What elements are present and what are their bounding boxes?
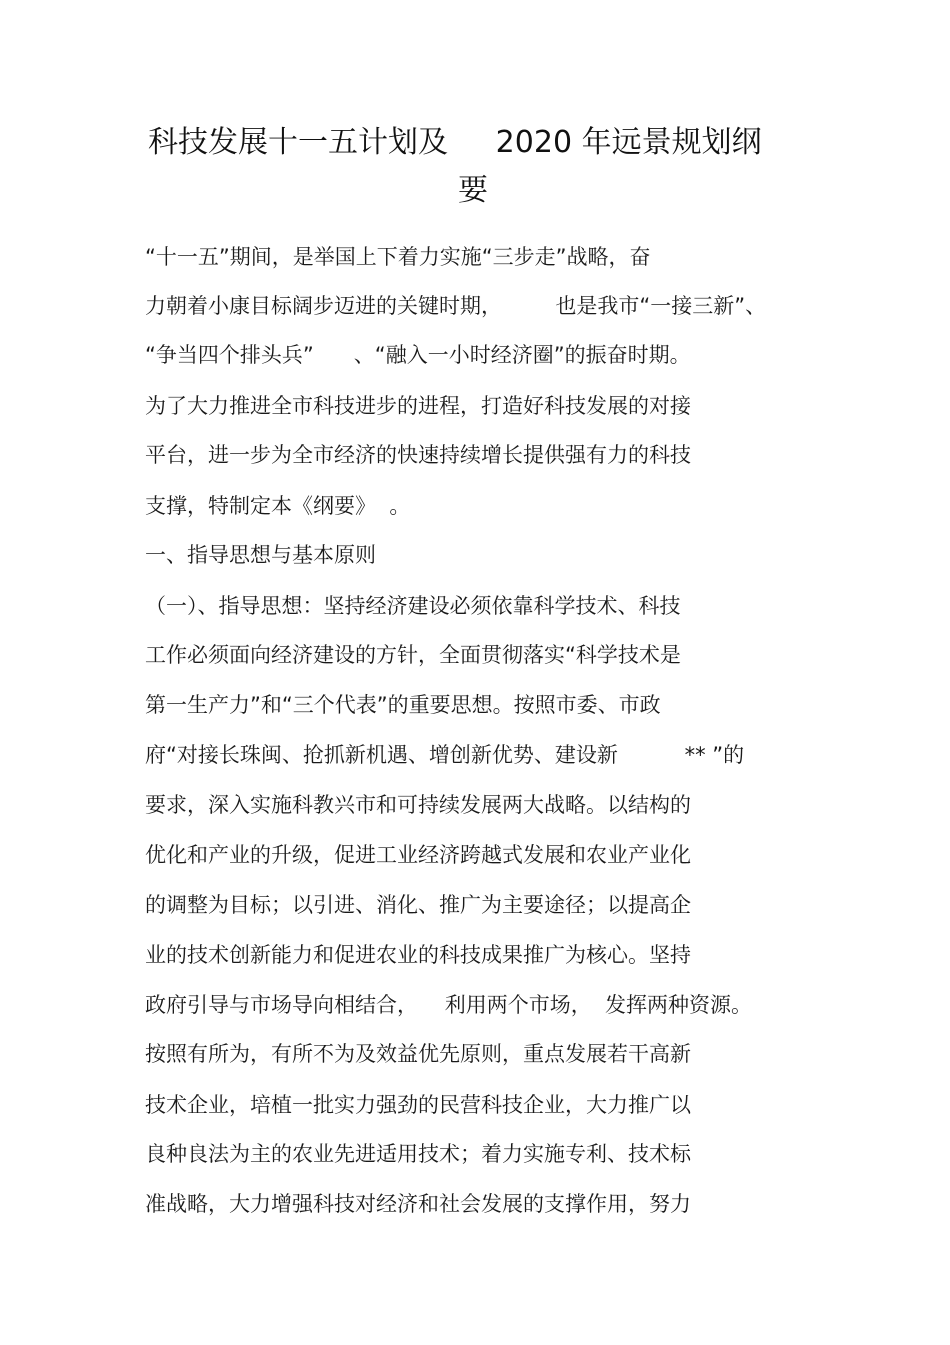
body-line: 按照有所为，有所不为及效益优先原则，重点发展若干高新: [145, 1042, 691, 1066]
body-line: （一）、指导思想：坚持经济建设必须依靠科学技术、科技: [145, 594, 681, 618]
body-line: 的调整为目标；以引进、消化、推广为主要途径；以提高企: [145, 893, 691, 917]
body-line: “十一五”期间，是举国上下着力实施“三步走”战略，奋: [145, 245, 651, 269]
body-line: 优化和产业的升级，促进工业经济跨越式发展和农业产业化: [145, 843, 691, 867]
body-line: “争当四个排头兵” 、“融入一小时经济圈”的振奋时期。: [145, 343, 691, 367]
body-line: 为了大力推进全市科技进步的进程，打造好科技发展的对接: [145, 394, 691, 418]
body-line: 要求，深入实施科教兴市和可持续发展两大战略。以结构的: [145, 793, 691, 817]
body-line: 准战略，大力增强科技对经济和社会发展的支撑作用，努力: [145, 1192, 691, 1216]
document-title-line-1: 科技发展十一五计划及 2020 年远景规划纲: [148, 125, 762, 160]
document-title-line-2: 要: [458, 173, 488, 208]
body-line: 府“对接长珠闽、抢抓新机遇、增创新优势、建设新 ** ”的: [145, 743, 745, 767]
body-line: 技术企业，培植一批实力强劲的民营科技企业，大力推广以: [145, 1093, 691, 1117]
body-line: 平台，进一步为全市经济的快速持续增长提供强有力的科技: [145, 443, 691, 467]
section-heading: 一、指导思想与基本原则: [145, 543, 376, 567]
body-line: 业的技术创新能力和促进农业的科技成果推广为核心。坚持: [145, 943, 691, 967]
body-line: 第一生产力”和“三个代表”的重要思想。按照市委、市政: [145, 693, 661, 717]
body-line: 工作必须面向经济建设的方针，全面贯彻落实“科学技术是: [145, 643, 681, 667]
body-line: 力朝着小康目标阔步迈进的关键时期， 也是我市“一接三新”、: [145, 294, 767, 318]
body-line: 政府引导与市场导向相结合， 利用两个市场， 发挥两种资源。: [145, 993, 753, 1017]
body-line: 良种良法为主的农业先进适用技术；着力实施专利、技术标: [145, 1142, 691, 1166]
body-line: 支撑，特制定本《纲要》 。: [145, 494, 411, 518]
